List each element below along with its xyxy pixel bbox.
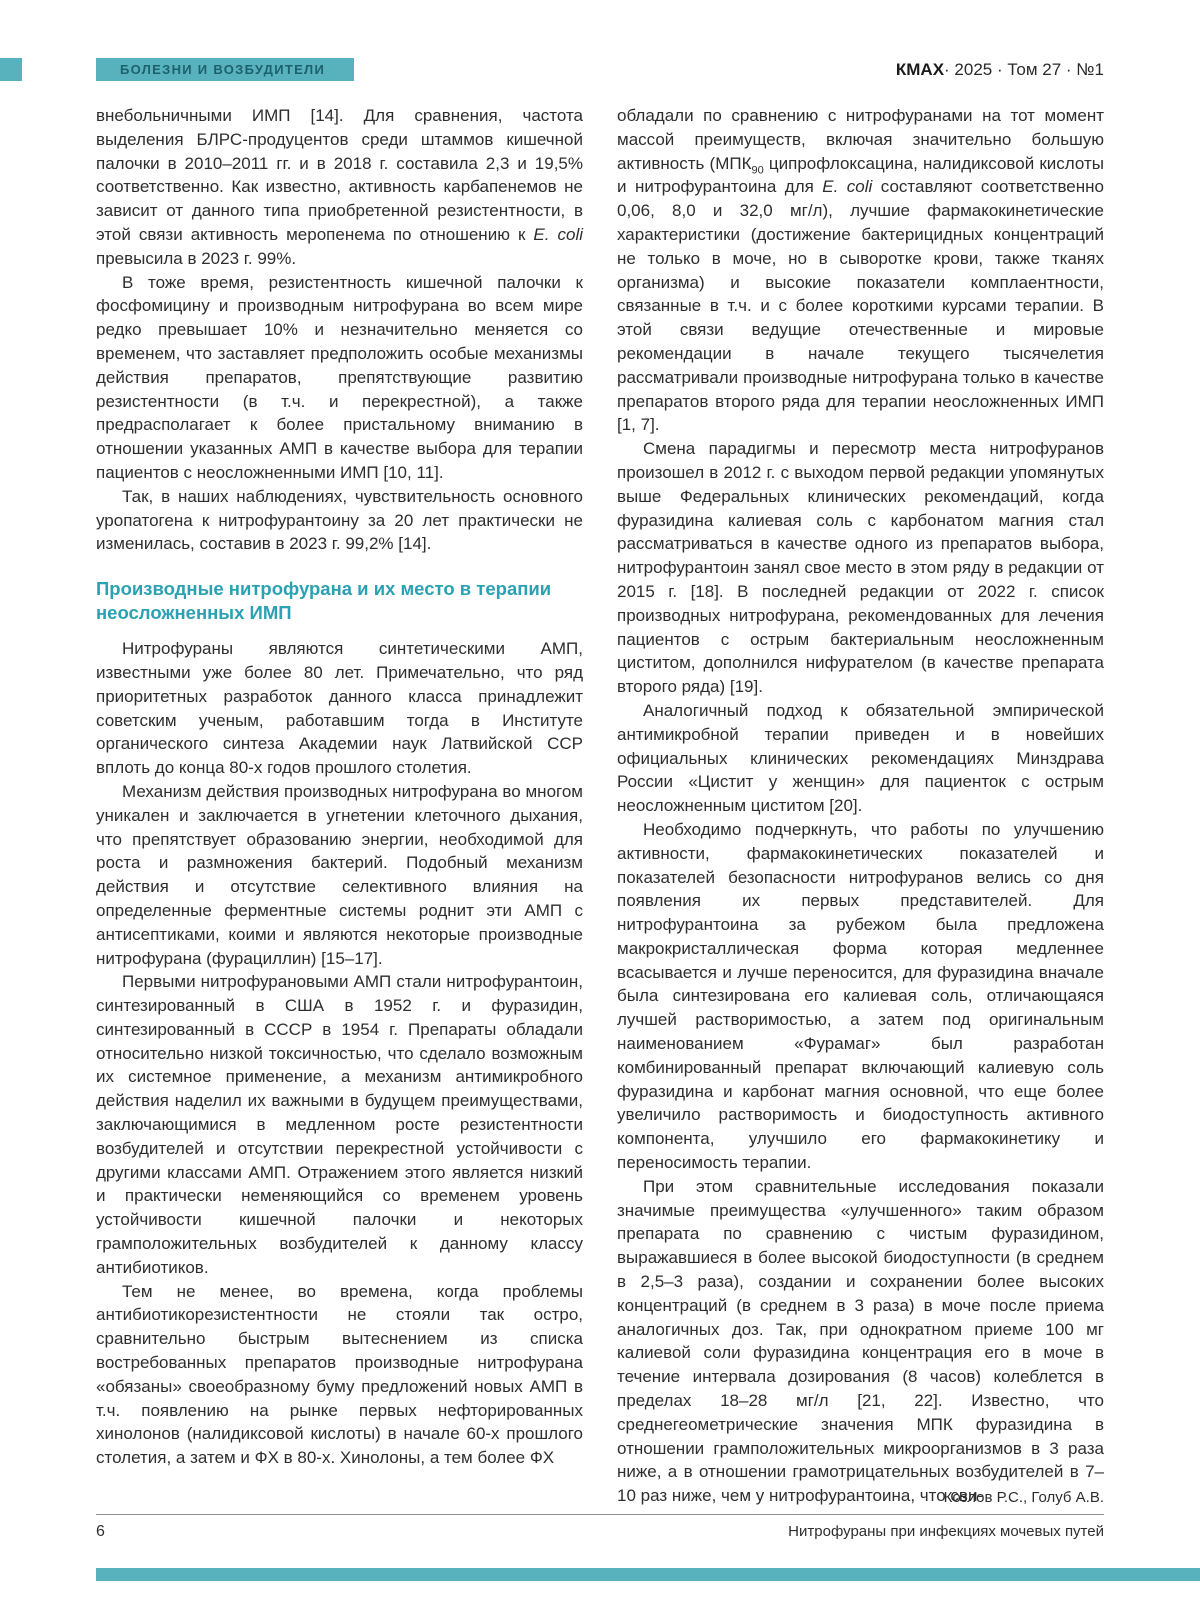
footer-row — [96, 1523, 1104, 1541]
paragraph-text: ципрофлоксацина, налидиксовой кислоты и нитрофурантоина для — [617, 153, 1104, 197]
journal-reference — [896, 57, 1104, 82]
paragraph-text: составляют соответственно 0,06, 8,0 и 32,0 мг/л), лучшие фармакокинетические характеристики (достижение бактерицидных концентраций не только в моче, но в сыворотке крови, также тканях организма) и высокие показатели комплаентности, связанные в т.ч. и с более короткими курсами терапии. В этой связи ведущие отечественные и мировые рекомендации в начале текущего тысячелетия рассматривали производные нитрофурана только в качестве препаратов второго ряда для терапии неосложненных ИМП [1, 7]. — [617, 177, 1104, 435]
paragraph-text: превысила в 2023 г. 99%. — [96, 248, 297, 268]
paragraph: При этом сравнительные исследования показали значимые преимущества «улучшенного» таким образом препарата по сравнению с чистым фуразидином, выражавшиеся в более высокой биодоступности (в среднем в 2,5–3 раза), создании и сохранении более высоких концентраций (в среднем в 3 раза) в моче после приема аналогичных доз. Так, при однократном приеме 100 мг калиевой соли фуразидина концентрация его в моче в течение интервала дозирования (8 часов) колеблется в пределах 18–28 мг/л [21, 22]. Известно, что среднегеометрические значения МПК фуразидина в отношении грамположительных микроорганизмов в 3 раза ниже, а в отношении грамотрицательных возбудителей в 7–10 раз ниже, чем у нитрофурантоина, что сви- — [617, 1176, 1104, 1506]
paragraph: Механизм действия производных нитрофурана во многом уникален и заключается в угнетении клеточного дыхания, что препятствует образованию энергии, необходимой для роста и размножения бактерий. Подобный механизм действия и отсутствие селективного влияния на определенные ферментные системы роднит эти АМП с антисептиками, коими и являются некоторые производные нитрофурана (фурациллин) [15–17]. — [96, 781, 583, 968]
edge-accent-mark — [0, 58, 22, 81]
paragraph: В тоже время, резистентность кишечной палочки к фосфомицину и производным нитрофурана во всем мире редко превышает 10% и незначительно меняется со временем, что заставляет предположить особые механизмы действия препаратов, препятствующие развитию резистентности (в т.ч. и перекрестной), а также предрасполагает к более пристальному вниманию в отношении указанных АМП в качестве выбора для терапии пациентов с неосложненными ИМП [10, 11]. — [96, 272, 583, 482]
paragraph — [96, 104, 583, 271]
journal-name: КМАХ — [895, 59, 945, 79]
section-band — [96, 58, 354, 81]
paragraph: Тем не менее, во времена, когда проблемы антибиотикорезистентности не стояли так остро, сравнительно быстрым вытеснением из списка востребованных препаратов производные нитрофурана «обязаны» своеобразному буму предложений новых АМП в т.ч. появлению на рынке первых нефторированных хинолонов (налидиксовой кислоты) в начале 60-х прошлого столетия, а затем и ФХ в 80-х. Хинолоны, а тем более ФХ — [96, 1281, 583, 1468]
paragraph: Первыми нитрофурановыми АМП стали нитрофурантоин, синтезированный в США в 1952 г. и фуразидин, синтезированный в СССР в 1954 г. Препараты обладали относительно низкой токсичностью, что сделало возможным их системное применение, а механизм антимикробного действия наделил их важными в будущем преимуществами, заключающимися в медленном росте резистентности возбудителей и отсутствии перекрестной устойчивости с другими классами АМП. Отражением этого является низкий и практически неменяющийся со временем уровень устойчивости кишечной палочки и некоторых грамположительных возбудителей к данному классу антибиотиков. — [96, 972, 583, 1277]
paragraph: Необходимо подчеркнуть, что работы по улучшению активности, фармакокинетических показателей и показателей безопасности нитрофуранов велись со дня появления их первых представителей. Для нитрофурантоина за рубежом была предложена макрокристаллическая форма которая медленнее всасывается и лучше переносится, для фуразидина вначале была синтезирована его калиевая соль, отличающаяся лучшей растворимостью, а затем под оригинальным наименованием «Фурамаг» был разработан комбинированный препарат включающий калиевую соль фуразидина и карбонат магния основной, что еще более увеличило растворимость и биодоступность активного компонента, улучшило его фармакокинетику и переносимость терапии. — [617, 819, 1104, 1173]
paragraph: Аналогичный подход к обязательной эмпирической антимикробной терапии приведен и в новейших официальных клинических рекомендациях Минздрава России «Цистит у женщин» для пациенток с острым неосложненным циститом [20]. — [617, 700, 1104, 816]
paragraph: Смена парадигмы и пересмотр места нитрофуранов произошел в 2012 г. с выходом первой редакции упомянутых выше Федеральных клинических рекомендаций, когда фуразидина калиевая соль с карбонатом магния стал рассматриваться в качестве одного из препаратов выбора, нитрофурантоин занял свое место в этом ряду в редакции от 2015 г. [18]. В последней редакции от 2022 г. список производных нитрофурана, рекомендованных для лечения пациентов с острым бактериальным неосложненным циститом, дополнился нифурателом (в качестве препарата второго ряда) [19]. — [617, 439, 1104, 697]
paragraph: Нитрофураны являются синтетическими АМП, известными уже более 80 лет. Примечательно, что ряд приоритетных разработок данного класса принадлежит советским ученым, работавшим тогда в Институте органического синтеза Академии наук Латвийской ССР вплоть до конца 80-х годов прошлого столетия. — [96, 639, 583, 778]
paragraph-text: обладали по сравнению с нитрофуранами на тот момент массой преимуществ, включая значительно большую активность (МПК — [617, 106, 1104, 173]
species-name-italic: E. coli — [822, 177, 873, 197]
journal-issue: · 2025 · Том 27 · №1 — [944, 59, 1104, 79]
authors-line: Козлов Р.С., Голуб А.В. — [943, 1489, 1104, 1506]
section-label: БОЛЕЗНИ И ВОЗБУДИТЕЛИ — [120, 62, 326, 77]
left-column — [96, 104, 583, 1508]
paragraph: Так, в наших наблюдениях, чувствительность основного уропатогена к нитрофурантоину за 20 лет практически не изменилась, составив в 2023 г. 99,2% [14]. — [96, 486, 583, 554]
page-number: 6 — [96, 1523, 105, 1540]
footer-rule — [96, 1514, 1104, 1515]
section-heading: Производные нитрофурана и их место в терапии неосложненных ИМП — [96, 578, 552, 624]
page-header — [0, 57, 1104, 82]
subscript: 90 — [751, 163, 764, 176]
paragraph-text: внебольничными ИМП [14]. Для сравнения, частота выделения БЛРС-продуцентов среди штаммов кишечной палочки в 2010–2011 гг. и в 2018 г. составила 2,3 и 19,5% соответственно. Как известно, активность карбапенемов не зависит от данного типа приобретенной резистентности, в этой связи активность меропенема по отношению к — [96, 106, 583, 244]
running-title: Нитрофураны при инфекциях мочевых путей — [788, 1523, 1104, 1540]
paragraph — [617, 104, 1104, 437]
bottom-accent-band — [96, 1568, 1200, 1581]
right-column — [617, 104, 1104, 1508]
species-name-italic: E. coli — [533, 224, 584, 244]
